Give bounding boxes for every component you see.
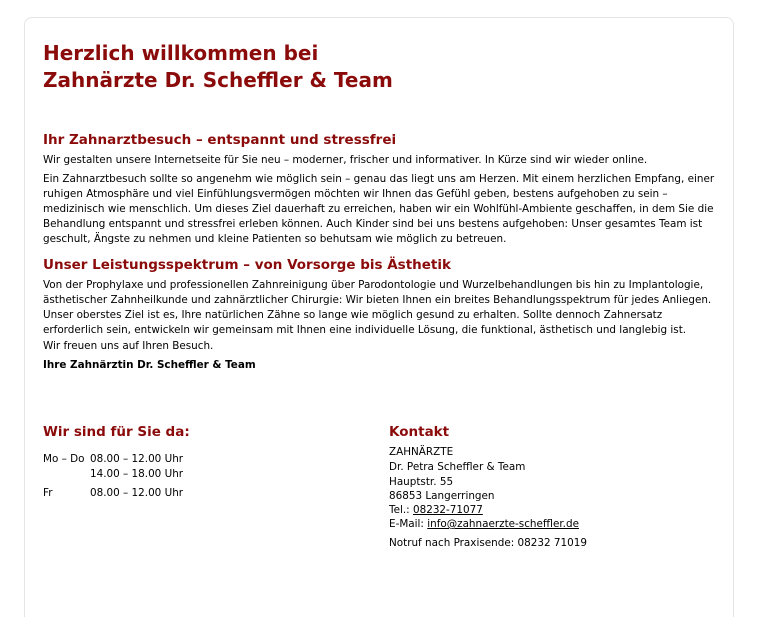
hours-time: 08.00 – 12.00 Uhr	[90, 453, 184, 465]
hours-day: Fr	[43, 487, 53, 499]
hours-day: Mo – Do	[43, 453, 85, 465]
phone-link[interactable]: 08232-71077	[412, 504, 483, 516]
contact-email-row	[389, 517, 579, 532]
contact-city: 86853 Langerringen	[389, 490, 495, 502]
title-line-1: Herzlich willkommen bei	[43, 41, 319, 65]
contact-street: Hauptstr. 55	[389, 476, 454, 488]
contact-practice: ZAHNÄRZTE	[389, 446, 454, 458]
contact-phone-row	[389, 503, 483, 518]
contact-name: Dr. Petra Scheffler & Team	[389, 461, 526, 473]
closing-paragraph: Wir freuen uns auf Ihren Besuch.	[43, 340, 214, 352]
section-heading-services: Unser Leistungsspektrum – von Vorsorge bis Ästhetik	[43, 257, 451, 273]
services-paragraph: Von der Prophylaxe und professionellen Zahnreinigung über Parodontologie und Wurzelbehandlungen bis hin zu Implantologie, ästhetischer Zahnheilkunde und zahnärztlicher Chirurgie: Wir bieten Ihnen ein breites Behandlungsspektrum für jedes Anliegen. Unser oberstes Ziel ist es, Ihre natürlichen Zähne so lange wie möglich gesund zu erhalten. Sollte dennoch Zahnersatz erforderlich sein, entwickeln wir gemeinsam mit Ihnen eine individuelle Lösung, die funktional, ästhetisch und langlebig ist.	[43, 279, 712, 336]
intro-paragraph: Wir gestalten unsere Internetseite für Sie neu – moderner, frischer und informativer. In Kürze sind wir wieder online.	[43, 154, 648, 166]
signature: Ihre Zahnärztin Dr. Scheffler & Team	[43, 359, 256, 371]
email-link[interactable]: info@zahnaerzte-scheffler.de	[427, 518, 579, 530]
contact-heading: Kontakt	[389, 424, 450, 440]
page-title	[43, 40, 393, 94]
contact-emergency: Notruf nach Praxisende: 08232 71019	[389, 537, 587, 549]
phone-label: Tel.:	[389, 504, 410, 516]
section-heading-visit: Ihr Zahnarztbesuch – entspannt und stressfrei	[43, 132, 397, 148]
hours-time: 14.00 – 18.00 Uhr	[90, 468, 184, 480]
hours-heading: Wir sind für Sie da:	[43, 424, 190, 440]
title-line-2: Zahnärzte Dr. Scheffler & Team	[43, 68, 393, 92]
visit-paragraph: Ein Zahnarztbesuch sollte so angenehm wie möglich sein – genau das liegt uns am Herzen. Mit einem herzlichen Empfang, einer ruhigen Atmosphäre und viel Einfühlungsvermögen möchten wir Ihnen das Gefühl geben, bestens aufgehoben zu sein – medizinisch wie menschlich. Um dieses Ziel dauerhaft zu erreichen, haben wir ein Wohlfühl-Ambiente geschaffen, in dem Sie die Behandlung entspannt und stressfrei erleben können. Auch Kinder sind bei uns bestens aufgehoben: Unser gesamtes Team ist geschult, Ängste zu nehmen und kleine Patienten so behutsam wie möglich zu betreuen.	[43, 173, 715, 245]
email-label: E-Mail:	[389, 518, 424, 530]
hours-time: 08.00 – 12.00 Uhr	[90, 487, 184, 499]
